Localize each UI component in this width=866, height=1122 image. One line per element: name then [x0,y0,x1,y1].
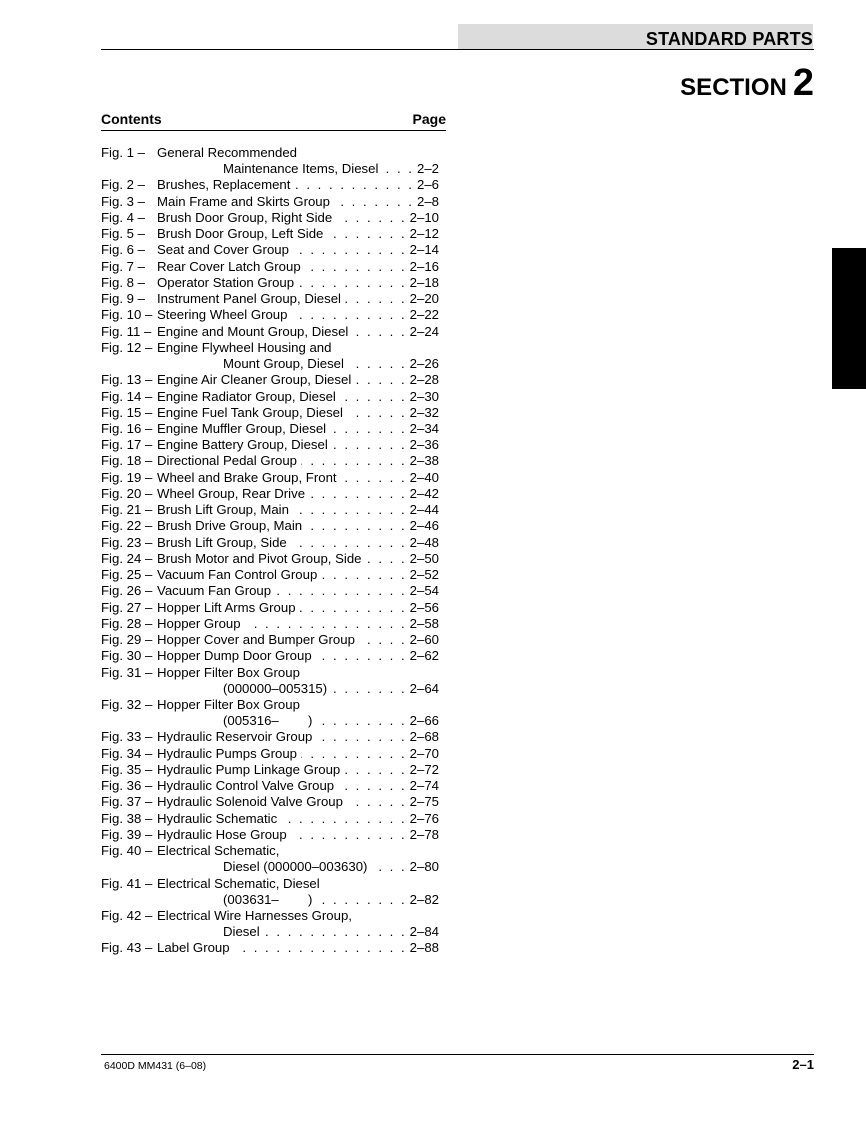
toc-entry-title: Electrical Wire Harnesses Group, [157,908,352,924]
toc-page-number: 2–32 [409,404,439,420]
toc-figure-number: Fig. 10 – [101,307,153,323]
toc-entry-body [157,908,439,924]
toc-entry-title: Main Frame and Skirts Group [157,193,330,209]
toc-entry-line [101,194,439,210]
toc-page-number: 2–82 [409,891,439,907]
toc-entry-title: Engine Muffler Group, Diesel [157,420,327,436]
toc-page-number: 2–76 [409,810,439,826]
toc-figure-number: Fig. 16 – [101,420,153,436]
header-rule [101,49,814,50]
toc-entry-line [101,372,439,388]
document-id: 6400D MM431 (6–08) [104,1060,207,1072]
toc-figure-number: Fig. 33 – [101,729,153,745]
toc-leader-dots [316,713,406,729]
toc-leader-dots [331,681,407,697]
toc-entry-line [101,762,439,778]
toc-entry-body [157,421,439,437]
toc-page-number: 2–58 [409,615,439,631]
toc-entry-body [157,486,439,502]
toc-leader-dots [338,778,407,794]
toc-leader-dots [340,389,407,405]
toc-entry-line [101,778,439,794]
toc-page-number: 2–30 [409,388,439,404]
running-title: STANDARD PARTS [645,29,813,49]
toc-entry-line [101,259,439,275]
toc-entry-body [157,324,439,340]
toc-entry-title: Hydraulic Control Valve Group [157,778,335,794]
toc-page-number: 2–66 [409,713,439,729]
toc-entry-body [157,177,439,193]
toc-page-number: 2–54 [409,583,439,599]
toc-leader-dots [345,291,407,307]
toc-entry-body [157,681,439,697]
toc-page-number: 2–42 [409,485,439,501]
toc-leader-dots [291,307,406,323]
toc-entry-body [157,518,439,534]
toc-entry-title: Mount Group, Diesel [223,356,344,372]
toc-entry-body [157,405,439,421]
toc-entry-title: Directional Pedal Group [157,453,298,469]
toc-entry-title: Steering Wheel Group [157,307,288,323]
toc-page-number: 2–68 [409,729,439,745]
toc-entry-line [101,551,439,567]
toc-entry-title: Brush Door Group, Right Side [157,209,333,225]
toc-figure-number: Fig. 25 – [101,567,153,583]
toc-entry-title: Hopper Lift Arms Group [157,599,296,615]
toc-entry-body [157,924,439,940]
toc-leader-dots [305,259,407,275]
toc-leader-dots [291,827,407,843]
toc-leader-dots [298,275,407,291]
toc-figure-number: Fig. 1 – [101,145,145,160]
toc-entry-body [157,259,439,275]
toc-entry-line [101,940,439,956]
toc-figure-number [101,681,157,697]
toc-entry-title: Brush Door Group, Left Side [157,226,324,242]
toc-entry-line [101,291,439,307]
toc-leader-dots [332,437,407,453]
toc-entry-line [101,843,439,859]
toc-entry-title: Hydraulic Hose Group [157,826,287,842]
toc-entry-line [101,600,439,616]
toc-figure-number: Fig. 42 – [101,908,153,924]
toc-page-number: 2–64 [409,680,439,696]
toc-figure-number: Fig. 8 – [101,274,145,290]
toc-entry-title: Hydraulic Pumps Group [157,745,297,761]
toc-leader-dots [382,161,414,177]
toc-entry-line [101,518,439,534]
toc-entry-body [157,470,439,486]
toc-page-number: 2–74 [409,778,439,794]
toc-page-number: 2–36 [409,437,439,453]
toc-figure-number: Fig. 35 – [101,761,153,777]
toc-entry-title: Hopper Group [157,615,241,631]
toc-figure-number: Fig. 13 – [101,372,153,388]
toc-entry-line [101,502,439,518]
toc-entry-body [157,372,439,388]
toc-entry-body [157,746,439,762]
toc-figure-number: Fig. 32 – [101,696,153,712]
toc-leader-dots [366,551,407,567]
toc-figure-number: Fig. 41 – [101,875,153,891]
toc-entry-title: Hopper Cover and Bumper Group [157,632,355,648]
toc-entry-body [157,827,439,843]
toc-page-number: 2–62 [409,648,439,664]
toc-entry-line [101,340,439,356]
toc-leader-dots [316,892,406,908]
toc-leader-dots [352,324,406,340]
toc-page-number: 2–78 [409,826,439,842]
toc-page-number: 2–8 [416,193,439,209]
section-title [680,62,814,105]
toc-entry-title: Electrical Schematic, [157,843,280,859]
toc-page-number: 2–70 [409,745,439,761]
toc-entry-body [157,729,439,745]
toc-entry-line [101,210,439,226]
toc-entry-line [101,421,439,437]
toc-figure-number [101,713,157,729]
toc-entry-line [101,713,439,729]
toc-entry-body [157,242,439,258]
toc-entry-body [157,859,439,875]
toc-entry-line [101,453,439,469]
toc-entry-body [157,340,439,356]
toc-entry-body [157,616,439,632]
toc-entry-title: (000000–005315) [223,680,328,696]
toc-entry-line [101,324,439,340]
toc-page-number: 2–34 [409,420,439,436]
section-thumb-tab [832,248,866,389]
toc-figure-number: Fig. 7 – [101,258,145,274]
toc-entry-body [157,194,439,210]
toc-leader-dots [330,421,407,437]
toc-entry-line [101,729,439,745]
toc-leader-dots [316,648,407,664]
toc-entry-body [157,291,439,307]
toc-entry-title: Hydraulic Solenoid Valve Group [157,794,343,810]
toc-entry-title: Vacuum Fan Group [157,583,272,599]
toc-leader-dots [245,616,407,632]
toc-entry-title: Wheel Group, Rear Drive [157,485,306,501]
toc-page-number: 2–72 [409,761,439,777]
toc-page-number: 2–14 [409,242,439,258]
toc-leader-dots [309,486,407,502]
page-heading: Page [412,111,446,127]
toc-entry-title: Hopper Dump Door Group [157,648,312,664]
toc-entry-title: Brush Lift Group, Side [157,534,287,550]
toc-figure-number [101,859,157,875]
toc-entry-line [101,616,439,632]
toc-entry-line [101,356,439,372]
toc-figure-number: Fig. 17 – [101,437,153,453]
toc-entry-body [157,453,439,469]
toc-entry-line [101,697,439,713]
toc-entry-line [101,924,439,940]
toc-figure-number [101,356,157,372]
toc-leader-dots [306,518,407,534]
toc-figure-number: Fig. 43 – [101,940,153,956]
toc-figure-number: Fig. 21 – [101,502,153,518]
toc-figure-number: Fig. 4 – [101,209,145,225]
toc-entry-title: General Recommended [157,145,298,160]
toc-entry-title: Instrument Panel Group, Diesel [157,291,341,307]
toc-entry-title: Engine Air Cleaner Group, Diesel [157,372,352,388]
toc-leader-dots [348,356,407,372]
toc-entry-title: (003631– ) [223,891,313,907]
toc-page-number: 2–16 [409,258,439,274]
toc-page-number: 2–60 [409,632,439,648]
toc-page-number: 2–26 [409,356,439,372]
toc-leader-dots [347,794,407,810]
toc-figure-number: Fig. 38 – [101,810,153,826]
toc-figure-number: Fig. 40 – [101,843,153,859]
toc-entry-title: Engine Radiator Group, Diesel [157,388,336,404]
toc-page-number: 2–2 [416,161,439,177]
toc-page-number: 2–10 [409,209,439,225]
toc-leader-dots [281,811,406,827]
toc-entry-title: Hopper Filter Box Group [157,664,300,680]
toc-leader-dots [344,762,406,778]
toc-figure-number: Fig. 30 – [101,648,153,664]
toc-entry-body [157,161,439,177]
toc-leader-dots [359,632,407,648]
toc-entry-body [157,567,439,583]
toc-leader-dots [301,746,407,762]
toc-figure-number: Fig. 26 – [101,583,153,599]
toc-entry-title: Engine and Mount Group, Diesel [157,323,349,339]
toc-figure-number: Fig. 19 – [101,469,153,485]
toc-leader-dots [294,177,414,193]
toc-entry-line [101,908,439,924]
toc-entry-body [157,762,439,778]
toc-entry-body [157,145,439,161]
toc-entry-title: (005316– ) [223,713,313,729]
toc-entry-title: Label Group [157,940,230,956]
toc-entry-body [157,648,439,664]
toc-page-number: 2–50 [409,550,439,566]
toc-figure-number [101,924,157,940]
toc-entry-body [157,892,439,908]
toc-entry-line [101,535,439,551]
toc-entry-line [101,648,439,664]
toc-leader-dots [300,600,407,616]
toc-entry-line [101,811,439,827]
table-of-contents [101,145,439,957]
toc-page-number: 2–52 [409,567,439,583]
toc-entry-title: Maintenance Items, Diesel [223,161,379,177]
toc-page-number: 2–56 [409,599,439,615]
toc-page-number: 2–48 [409,534,439,550]
toc-leader-dots [264,924,407,940]
toc-leader-dots [341,470,407,486]
toc-figure-number: Fig. 18 – [101,453,153,469]
toc-entry-title: Wheel and Brake Group, Front [157,469,337,485]
toc-entry-title: Engine Flywheel Housing and [157,339,332,355]
toc-figure-number: Fig. 14 – [101,388,153,404]
toc-entry-line [101,632,439,648]
toc-figure-number: Fig. 24 – [101,550,153,566]
toc-entry-body [157,210,439,226]
toc-entry-title: Hydraulic Reservoir Group [157,729,313,745]
toc-entry-title: Diesel [223,924,260,940]
toc-entry-line [101,681,439,697]
toc-page-number: 2–40 [409,469,439,485]
toc-figure-number: Fig. 28 – [101,615,153,631]
toc-entry-line [101,437,439,453]
toc-entry-line [101,145,439,161]
toc-leader-dots [347,405,407,421]
toc-entry-line [101,746,439,762]
toc-figure-number: Fig. 6 – [101,242,145,258]
toc-entry-line [101,876,439,892]
toc-entry-body [157,697,439,713]
toc-entry-title: Electrical Schematic, Diesel [157,875,320,891]
toc-leader-dots [334,194,414,210]
toc-entry-body [157,437,439,453]
toc-entry-line [101,275,439,291]
toc-entry-title: Operator Station Group [157,274,295,290]
toc-entry-line [101,567,439,583]
toc-figure-number [101,161,157,177]
toc-entry-body [157,811,439,827]
toc-entry-line [101,177,439,193]
toc-leader-dots [316,729,406,745]
toc-entry-body [157,551,439,567]
toc-figure-number: Fig. 3 – [101,193,145,209]
toc-figure-number: Fig. 9 – [101,291,145,307]
toc-entry-line [101,470,439,486]
toc-entry-line [101,583,439,599]
toc-page-number: 2–44 [409,502,439,518]
toc-entry-body [157,389,439,405]
toc-leader-dots [293,242,407,258]
toc-page-number: 2–22 [409,307,439,323]
toc-figure-number [101,892,157,908]
toc-entry-body [157,226,439,242]
toc-entry-body [157,794,439,810]
toc-leader-dots [355,372,406,388]
toc-figure-number: Fig. 23 – [101,534,153,550]
toc-figure-number: Fig. 31 – [101,664,153,680]
toc-entry-body [157,632,439,648]
toc-figure-number: Fig. 34 – [101,745,153,761]
footer-rule [101,1054,814,1055]
toc-page-number: 2–20 [409,291,439,307]
section-word: SECTION [680,74,787,101]
toc-entry-body [157,940,439,956]
toc-figure-number: Fig. 2 – [101,177,145,193]
toc-figure-number: Fig. 27 – [101,599,153,615]
toc-page-number: 2–38 [409,453,439,469]
toc-entry-body [157,876,439,892]
contents-heading-row [101,111,446,131]
toc-entry-title: Engine Fuel Tank Group, Diesel [157,404,343,420]
toc-leader-dots [234,940,407,956]
toc-entry-body [157,356,439,372]
toc-entry-line [101,486,439,502]
toc-page-number: 2–18 [409,274,439,290]
toc-figure-number: Fig. 36 – [101,778,153,794]
toc-entry-body [157,778,439,794]
toc-entry-title: Rear Cover Latch Group [157,258,301,274]
toc-entry-title: Brush Motor and Pivot Group, Side [157,550,362,566]
toc-entry-line [101,859,439,875]
toc-entry-body [157,307,439,323]
toc-page-number: 2–88 [409,940,439,956]
toc-figure-number: Fig. 20 – [101,485,153,501]
toc-entry-line [101,405,439,421]
toc-page-number: 2–6 [416,177,439,193]
toc-figure-number: Fig. 37 – [101,794,153,810]
toc-page-number: 2–75 [409,794,439,810]
toc-entry-line [101,665,439,681]
toc-figure-number: Fig. 12 – [101,339,153,355]
toc-entry-body [157,600,439,616]
toc-entry-line [101,827,439,843]
toc-page-number: 2–12 [409,226,439,242]
toc-entry-body [157,713,439,729]
toc-page-number: 2–28 [409,372,439,388]
toc-leader-dots [336,210,406,226]
toc-entry-title: Vacuum Fan Control Group [157,567,318,583]
toc-entry-title: Brush Drive Group, Main [157,518,303,534]
toc-entry-line [101,794,439,810]
contents-heading: Contents [101,111,162,127]
toc-entry-line [101,242,439,258]
toc-leader-dots [301,453,407,469]
toc-page-number: 2–24 [409,323,439,339]
toc-entry-title: Diesel (000000–003630) [223,859,368,875]
toc-entry-title: Brushes, Replacement [157,177,291,193]
toc-figure-number: Fig. 39 – [101,826,153,842]
toc-entry-line [101,389,439,405]
toc-figure-number: Fig. 29 – [101,632,153,648]
toc-leader-dots [293,502,407,518]
toc-page-number: 2–46 [409,518,439,534]
toc-figure-number: Fig. 15 – [101,404,153,420]
section-number: 2 [792,62,814,104]
toc-entry-body [157,665,439,681]
toc-entry-title: Hydraulic Pump Linkage Group [157,761,341,777]
toc-entry-title: Seat and Cover Group [157,242,289,258]
toc-entry-body [157,583,439,599]
toc-entry-title: Brush Lift Group, Main [157,502,289,518]
toc-figure-number: Fig. 11 – [101,323,152,339]
toc-entry-body [157,535,439,551]
toc-entry-title: Hopper Filter Box Group [157,696,300,712]
toc-figure-number: Fig. 22 – [101,518,153,534]
toc-figure-number: Fig. 5 – [101,226,145,242]
toc-page-number: 2–80 [409,859,439,875]
toc-leader-dots [321,567,406,583]
toc-entry-title: Engine Battery Group, Diesel [157,437,328,453]
toc-entry-line [101,307,439,323]
toc-entry-line [101,892,439,908]
toc-leader-dots [371,859,406,875]
toc-entry-line [101,226,439,242]
toc-entry-title: Hydraulic Schematic [157,810,278,826]
toc-entry-body [157,275,439,291]
toc-leader-dots [291,535,407,551]
toc-entry-line [101,161,439,177]
toc-entry-body [157,843,439,859]
page-number: 2–1 [792,1057,814,1072]
toc-leader-dots [327,226,406,242]
toc-entry-body [157,502,439,518]
toc-leader-dots [275,583,407,599]
toc-page-number: 2–84 [409,924,439,940]
